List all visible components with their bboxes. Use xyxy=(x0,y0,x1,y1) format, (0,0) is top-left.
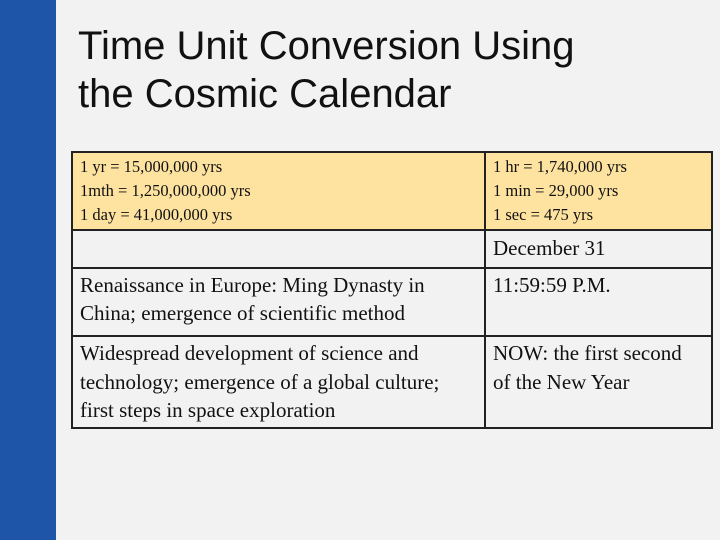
table-row xyxy=(72,336,712,428)
event-cell: Widespread development of science and technology; emergence of a global culture; first steps in space exploration xyxy=(72,336,485,428)
table-row xyxy=(72,268,712,336)
title-line-2: the Cosmic Calendar xyxy=(78,72,452,116)
conversion-cell-right xyxy=(485,152,712,230)
conversion-line: 1mth = 1,250,000,000 yrs xyxy=(80,181,251,200)
time-cell: December 31 xyxy=(485,230,712,268)
time-cell: 11:59:59 P.M. xyxy=(485,268,712,336)
table-row xyxy=(72,230,712,268)
conversion-line: 1 sec = 475 yrs xyxy=(493,205,594,224)
conversion-table xyxy=(71,151,713,429)
conversion-line: 1 yr = 15,000,000 yrs xyxy=(80,157,223,176)
event-cell xyxy=(72,230,485,268)
unit-conversion-row xyxy=(72,152,712,230)
conversion-line: 1 min = 29,000 yrs xyxy=(493,181,619,200)
side-accent-bar xyxy=(0,0,56,540)
event-cell: Renaissance in Europe: Ming Dynasty in China; emergence of scientific method xyxy=(72,268,485,336)
title-line-1: Time Unit Conversion Using xyxy=(78,24,575,68)
time-cell: NOW: the first second of the New Year xyxy=(485,336,712,428)
conversion-line: 1 day = 41,000,000 yrs xyxy=(80,205,233,224)
conversion-line: 1 hr = 1,740,000 yrs xyxy=(493,157,627,176)
slide-title xyxy=(78,22,708,118)
conversion-cell-left xyxy=(72,152,485,230)
